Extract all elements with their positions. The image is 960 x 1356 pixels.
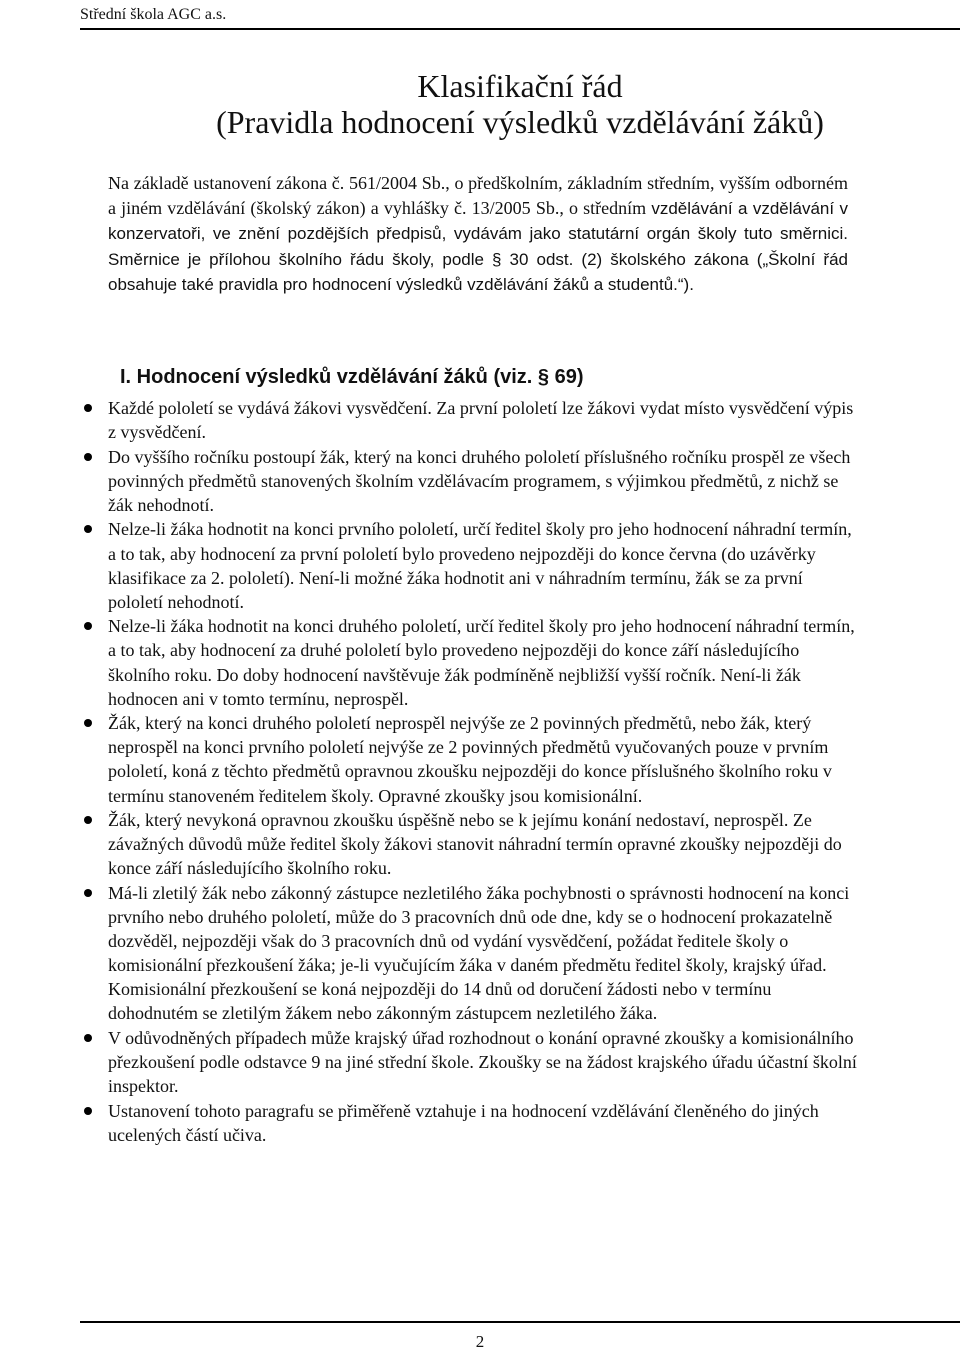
list-item xyxy=(80,1099,860,1147)
title-line-1: Klasifikační řád xyxy=(417,68,623,104)
intro-text-2: vzdělávání a vzdělávání v konzervatoři, ve znění pozdějších předpisů, vydávám jako statutární orgán školy tuto směrnici. xyxy=(108,198,848,243)
list-item-text: Nelze-li žáka hodnotit na konci druhého pololetí, určí ředitel školy pro jeho hodnocení náhradní termín, a to tak, aby hodnocení za druhé pololetí bylo provedeno nejpozději do konce září následujícího školního roku. Do doby hodnocení navštěvuje žák podmíněně nejbližší vyšší ročník. Není-li žák hodnocen ani v tomto termínu, neprospěl. xyxy=(108,616,855,709)
list-item-text: Má-li zletilý žák nebo zákonný zástupce nezletilého žáka pochybnosti o správnosti hodnocení na konci prvního nebo druhého pololetí, může do 3 pracovních dnů ode dne, kdy se o hodnocení prokazatelně dozvěděl, nejpozději však do 3 pracovních dnů od vydání vysvědčení, požádat ředitele školy o komisionální přezkoušení žáka; je-li vyučujícím žáka v daném předmětu ředitel školy, krajský úřad. Komisionální přezkoušení se koná nejpozději do 14 dnů od doručení žádosti nebo v termínu dohodnutém se zletilým žákem nebo zákonným zástupcem nezletilého žáka. xyxy=(108,882,850,1024)
bullet-icon xyxy=(84,816,92,824)
list-item-text: Do vyššího ročníku postoupí žák, který na konci druhého pololetí příslušného ročníku prospěl ze všech povinných předmětů stanovených školním vzdělávacím programem, s výjimkou předmětů, z nichž se žák nehodnotí. xyxy=(108,446,851,515)
bullet-icon xyxy=(84,889,92,897)
bullet-icon xyxy=(84,1034,92,1042)
page-number: 2 xyxy=(475,1332,485,1351)
section-heading: I. Hodnocení výsledků vzdělávání žáků (viz. § 69) xyxy=(120,366,584,388)
list-item xyxy=(80,711,860,807)
list-item-text: Ustanovení tohoto paragrafu se přiměřeně vztahuje i na hodnocení vzdělávání členěného do jiných ucelených částí učiva. xyxy=(108,1100,819,1145)
list-item-text: Žák, který nevykoná opravnou zkoušku úspěšně nebo se k jejímu konání nedostaví, neprospěl. Ze závažných důvodů může ředitel školy žákovi stanovit náhradní termín opravné zkoušky nejpozději do konce září následujícího školního roku. xyxy=(108,810,842,879)
list-item-text: V odůvodněných případech může krajský úřad rozhodnout o konání opravné zkoušky a komisionálního přezkoušení podle odstavce 9 na jiné střední škole. Zkoušky se na žádost krajského úřadu účastní školní inspektor. xyxy=(108,1027,857,1097)
title-line-2: (Pravidla hodnocení výsledků vzdělávání žáků) xyxy=(216,104,824,140)
document-title xyxy=(80,68,960,140)
list-item-text: Nelze-li žáka hodnotit na konci prvního pololetí, určí ředitel školy pro jeho hodnocení náhradní termín, a to tak, aby hodnocení za první pololetí bylo provedeno nejpozději do konce června (do uzávěrky klasifikace za 2. pololetí). Není-li možné žáka hodnotit ani v náhradním termínu, žák se za první pololetí nehodnotí. xyxy=(108,519,852,612)
header-divider xyxy=(80,28,960,30)
list-item-text: Žák, který na konci druhého pololetí neprospěl nejvýše ze 2 povinných předmětů, nebo žák, který neprospěl na konci prvního pololetí nejvýše ze 2 povinných předmětů vyučovaných pouze v prvním pololetí, koná z těchto předmětů opravnou zkoušku nejpozději do konce příslušného školního roku v termínu stanoveném ředitelem školy. Opravné zkoušky jsou komisionální. xyxy=(108,713,832,806)
intro-text-3: Směrnice je přílohou školního řádu školy, podle § 30 odst. (2) školského zákona („Školní řád obsahuje také pravidla pro hodnocení výsledků vzdělávání žáků a studentů.“). xyxy=(108,249,848,294)
list-item xyxy=(80,614,860,710)
footer-divider xyxy=(80,1321,960,1323)
list-item xyxy=(80,1026,860,1098)
bullet-icon xyxy=(84,453,92,461)
bullet-icon xyxy=(84,525,92,533)
list-item xyxy=(80,808,860,880)
list-item xyxy=(80,445,860,517)
rules-list xyxy=(80,396,860,1147)
list-item-text: Každé pololetí se vydává žákovi vysvědčení. Za první pololetí lze žákovi vydat místo vysvědčení výpis z vysvědčení. xyxy=(108,398,854,443)
list-item xyxy=(80,881,860,1026)
bullet-icon xyxy=(84,622,92,630)
bullet-icon xyxy=(84,404,92,412)
intro-paragraph xyxy=(108,171,848,298)
bullet-icon xyxy=(84,1107,92,1115)
intro-text-1: Na základě ustanovení zákona č. 561/2004 Sb., o předškolním, základním středním, vyšším odborném a jiném vzdělávání (školský zákon) a vyhlášky č. 13/2005 Sb., o středním xyxy=(108,173,848,218)
list-item xyxy=(80,396,860,444)
bullet-icon xyxy=(84,719,92,727)
list-item xyxy=(80,517,860,613)
running-header: Střední škola AGC a.s. xyxy=(80,6,227,23)
